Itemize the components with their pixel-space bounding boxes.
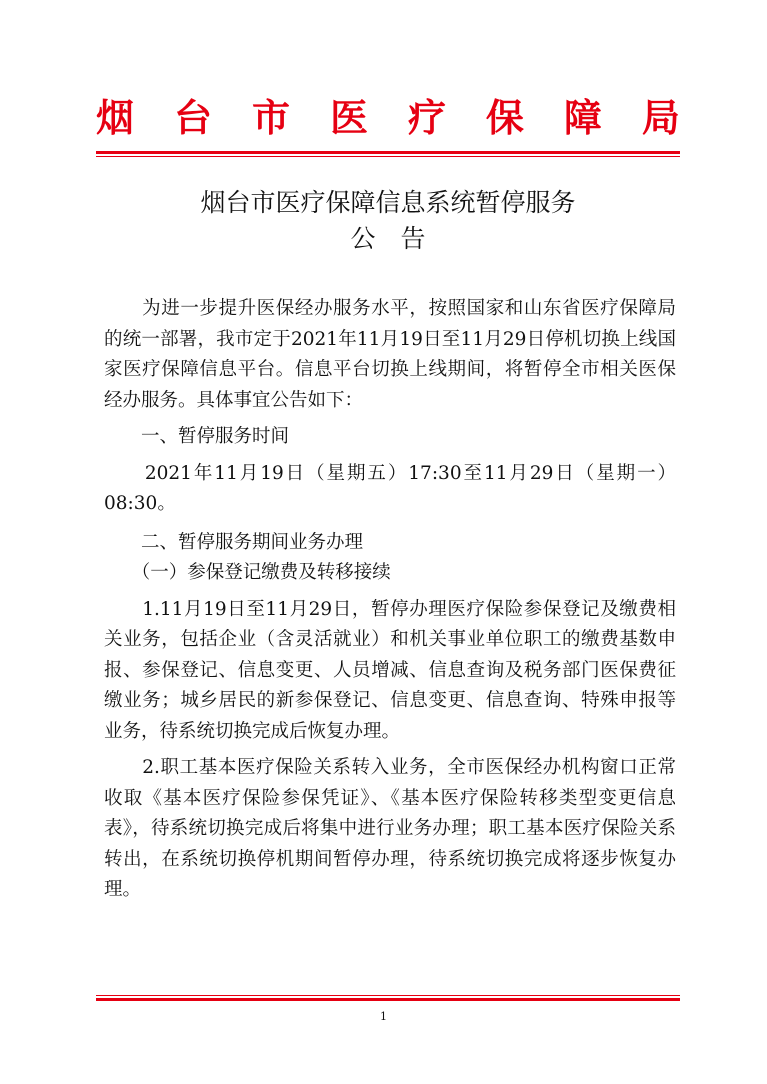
footer-rule-thin [96, 995, 680, 996]
section-heading: 二、暂停服务期间业务办理 [104, 531, 364, 553]
subsection-heading: （一）参保登记缴费及转移接续 [104, 562, 391, 583]
list-item: 1.11月19日至11月29日，暂停办理医疗保险参保登记及缴费相关业务，包括企业（含灵活就业）和机关事业单位职工的缴费基数申报、参保登记、信息变更、人员增减、信息查询及税务部门医保费征缴业务；城乡居民的新参保登记、信息变更、信息查询、特殊申报等业务，待系统切换完成后恢复办理。 [104, 598, 676, 742]
notice-subtitle: 公 告 [350, 224, 426, 253]
notice-title: 烟台市医疗保障信息系统暂停服务 [200, 188, 576, 217]
section-heading: 一、暂停服务时间 [104, 426, 290, 447]
section-paragraph: 2021年11月19日（星期五）17:30至11月29日（星期一）08:30。 [104, 462, 676, 514]
letterhead-char: 局 [641, 95, 680, 140]
letterhead-char: 烟 [96, 95, 135, 140]
letterhead-char: 障 [563, 95, 602, 140]
page-number: 1 [380, 1010, 387, 1023]
letterhead-char: 保 [485, 95, 524, 140]
letterhead-char: 医 [329, 95, 368, 140]
letterhead-char: 台 [173, 95, 212, 140]
letterhead-char: 市 [251, 95, 290, 140]
letterhead-title [96, 93, 680, 143]
header-rule-thick [96, 151, 680, 154]
footer-rule-thick [96, 998, 680, 1001]
letterhead-char: 疗 [407, 95, 446, 140]
document-body [104, 294, 676, 906]
header-rule-thin [96, 156, 680, 157]
intro-paragraph: 为进一步提升医保经办服务水平，按照国家和山东省医疗保障局的统一部署，我市定于2021年11月19日至11月29日停机切换上线国家医疗保障信息平台。信息平台切换上线期间，将暂停全市相关医保经办服务。具体事宜公告如下： [104, 298, 676, 411]
list-item: 2.职工基本医疗保险关系转入业务，全市医保经办机构窗口正常收取《基本医疗保险参保凭证》、《基本医疗保险转移类型变更信息表》，待系统切换完成后将集中进行业务办理；职工基本医疗保险关系转出，在系统切换停机期间暂停办理，待系统切换完成将逐步恢复办理。 [104, 757, 676, 900]
